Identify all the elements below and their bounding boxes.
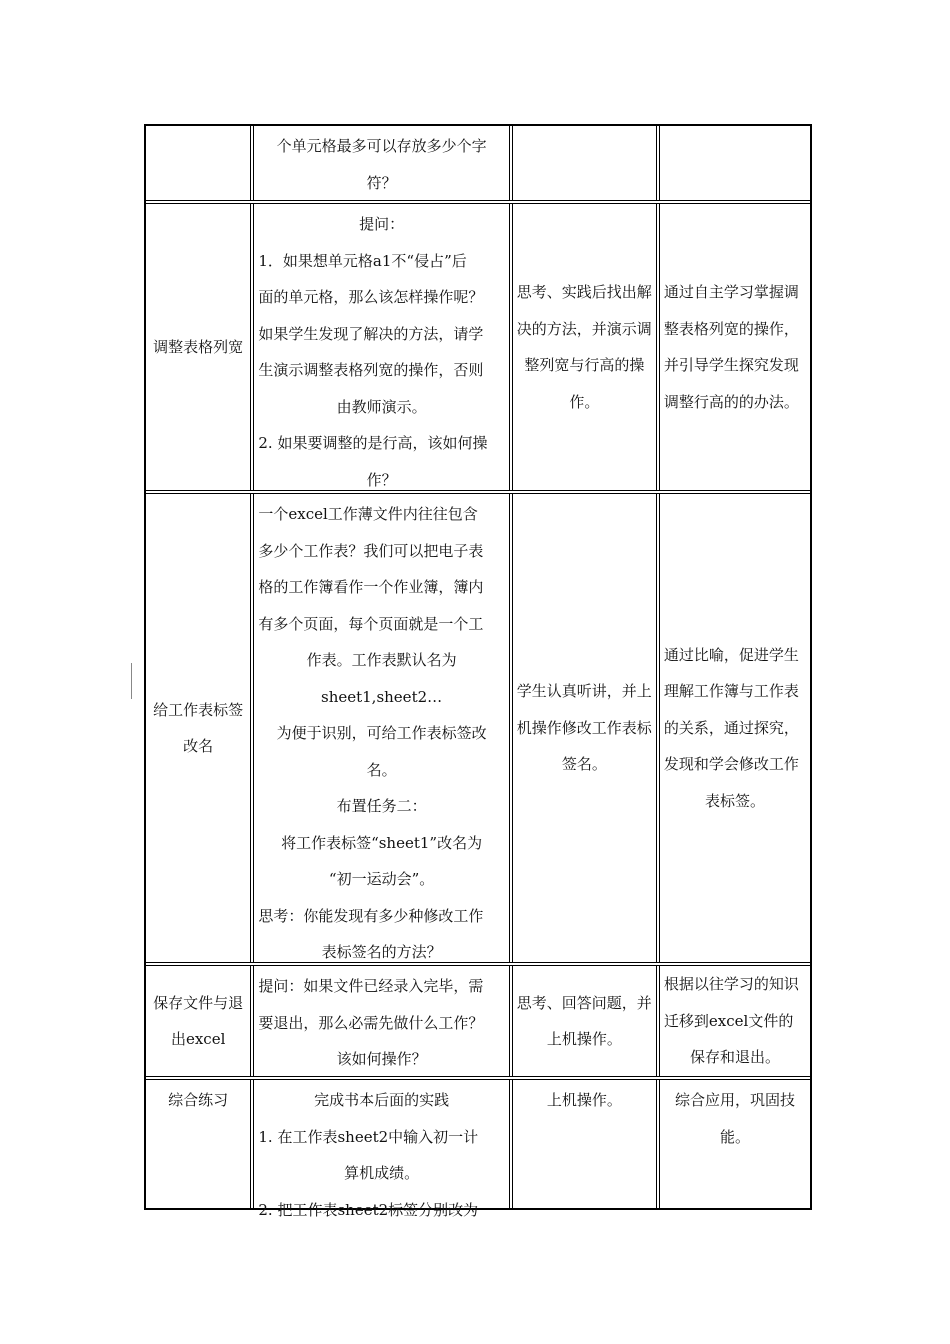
cell-line: 综合应用，巩固技 — [674, 1091, 795, 1109]
table-row — [146, 204, 810, 491]
cell-line: 该如何操作？ — [336, 1050, 427, 1068]
cell-text-block — [517, 673, 652, 783]
topic-cell — [146, 1080, 251, 1208]
cell-line: 个单元格最多可以存放多少个字 — [276, 137, 487, 155]
design-intent-cell — [659, 204, 810, 490]
cell-line: 保存文件与退 — [153, 993, 244, 1012]
table-row — [146, 494, 810, 963]
cell-line: 思考：你能发现有多少种修改工作 — [258, 906, 484, 925]
cell-text-block — [664, 966, 806, 1076]
cell-line: 作。 — [569, 392, 600, 411]
student-activity-cell — [512, 966, 657, 1076]
topic-cell — [146, 494, 251, 962]
cell-line: 能。 — [719, 1127, 750, 1146]
cell-line: 调整表格列宽 — [153, 337, 244, 356]
cell-text-block — [150, 985, 246, 1058]
cell-line: 机操作修改工作表标 — [516, 718, 652, 737]
cell-line: 1．如果想单元格a1不“侵占”后 — [258, 251, 467, 270]
cell-line: 如果学生发现了解决的方法，请学 — [258, 324, 484, 343]
cell-line: 2. 如果要调整的是行高，该如何操 — [258, 434, 488, 452]
cell-line: 签名。 — [561, 755, 607, 774]
cell-line: 通过自主学习掌握调 — [663, 283, 799, 301]
cell-text-block — [258, 496, 504, 971]
text-cursor-mark — [131, 663, 132, 699]
cell-line: 思考、实践后找出解 — [516, 283, 652, 301]
lesson-plan-table — [144, 124, 812, 1219]
cell-line: 给工作表标签 — [153, 700, 244, 719]
topic-cell — [146, 204, 251, 490]
cell-line: 整表格列宽的操作， — [663, 319, 799, 338]
cell-line: 面的单元格，那么该怎样操作呢？ — [258, 288, 484, 306]
cell-line: 整列宽与行高的操 — [524, 356, 645, 374]
topic-cell — [146, 126, 251, 200]
cell-line: 思考、回答问题，并 — [516, 993, 652, 1012]
table-row — [146, 126, 810, 201]
cell-line: 2. 把工作表sheet2标签分别改为 — [258, 1200, 479, 1219]
cell-line: 符？ — [366, 173, 397, 192]
cell-line: 完成书本后面的实践 — [314, 1091, 450, 1109]
cell-line: 要退出，那么必需先做什么工作？ — [258, 1013, 484, 1032]
cell-line: 发现和学会修改工作 — [663, 755, 799, 774]
cell-line: 决的方法，并演示调 — [516, 319, 652, 338]
cell-line: 提问：如果文件已经录入完毕，需 — [258, 977, 484, 995]
cell-line: 将工作表标签“sheet1”改名为 — [281, 833, 483, 852]
cell-text-block — [664, 274, 806, 420]
cell-text-block — [150, 692, 246, 765]
teacher-activity-cell — [253, 126, 509, 200]
cell-line: 出excel — [170, 1030, 226, 1048]
cell-line: 作表。工作表默认名为 — [306, 651, 457, 669]
cell-line: 多少个工作表？我们可以把电子表 — [258, 541, 484, 560]
cell-text-block — [150, 329, 246, 366]
cell-text-block — [664, 1082, 806, 1155]
cell-text-block — [664, 637, 806, 820]
cell-text-block — [258, 968, 504, 1078]
cell-line: 名。 — [366, 760, 397, 779]
cell-line: 有多个页面，每个页面就是一个工 — [258, 614, 484, 633]
cell-text-block — [258, 1082, 504, 1228]
cell-line: 迁移到excel文件的 — [663, 1011, 794, 1030]
cell-text-block — [150, 1082, 246, 1119]
cell-line: 并引导学生探究发现 — [663, 356, 799, 374]
cell-line: sheet1,sheet2… — [321, 687, 443, 706]
student-activity-cell — [512, 1080, 657, 1208]
cell-line: 为便于识别，可给工作表标签改 — [276, 724, 487, 742]
teacher-activity-cell — [253, 966, 509, 1076]
cell-text-block — [517, 1082, 652, 1119]
cell-line: “初一运动会”。 — [328, 870, 435, 888]
design-intent-cell — [659, 966, 810, 1076]
cell-line: 一个excel工作薄文件内往往包含 — [258, 505, 478, 523]
cell-line: 作？ — [366, 470, 397, 489]
cell-line: 1. 在工作表sheet2中输入初一计 — [258, 1127, 479, 1146]
cell-line: 由教师演示。 — [336, 397, 427, 416]
cell-line: 学生认真听讲，并上 — [516, 682, 652, 701]
table-row — [146, 1080, 810, 1219]
topic-cell — [146, 966, 251, 1076]
cell-line: 根据以往学习的知识 — [663, 975, 799, 994]
cell-line: 综合练习 — [168, 1091, 229, 1109]
cell-line: 调整行高的的办法。 — [663, 392, 799, 411]
cell-line: 提问： — [359, 215, 405, 233]
cell-line: 格的工作簿看作一个作业簿，簿内 — [258, 578, 484, 596]
student-activity-cell — [512, 204, 657, 490]
cell-line: 通过比喻，促进学生 — [663, 645, 799, 664]
teacher-activity-cell — [253, 494, 509, 962]
student-activity-cell — [512, 494, 657, 962]
cell-line: 的关系，通过探究， — [663, 718, 799, 737]
cell-text-block — [517, 274, 652, 420]
table-row — [146, 966, 810, 1077]
cell-line: 表标签名的方法？ — [321, 943, 442, 961]
cell-line: 布置任务二： — [336, 797, 427, 815]
cell-line: 改名 — [183, 737, 214, 755]
cell-line: 保存和退出。 — [689, 1048, 780, 1067]
cell-line: 上机操作。 — [546, 1030, 622, 1048]
cell-text-block — [258, 128, 504, 201]
cell-line: 算机成绩。 — [344, 1164, 420, 1182]
cell-line: 表标签。 — [704, 791, 765, 810]
cell-text-block — [258, 206, 504, 498]
design-intent-cell — [659, 494, 810, 962]
design-intent-cell — [659, 126, 810, 200]
teacher-activity-cell — [253, 204, 509, 490]
teacher-activity-cell — [253, 1080, 509, 1219]
cell-line: 上机操作。 — [546, 1091, 622, 1109]
design-intent-cell — [659, 1080, 810, 1208]
cell-line: 理解工作簿与工作表 — [663, 682, 799, 701]
cell-text-block — [517, 985, 652, 1058]
cell-line: 生演示调整表格列宽的操作，否则 — [258, 361, 484, 379]
student-activity-cell — [512, 126, 657, 200]
